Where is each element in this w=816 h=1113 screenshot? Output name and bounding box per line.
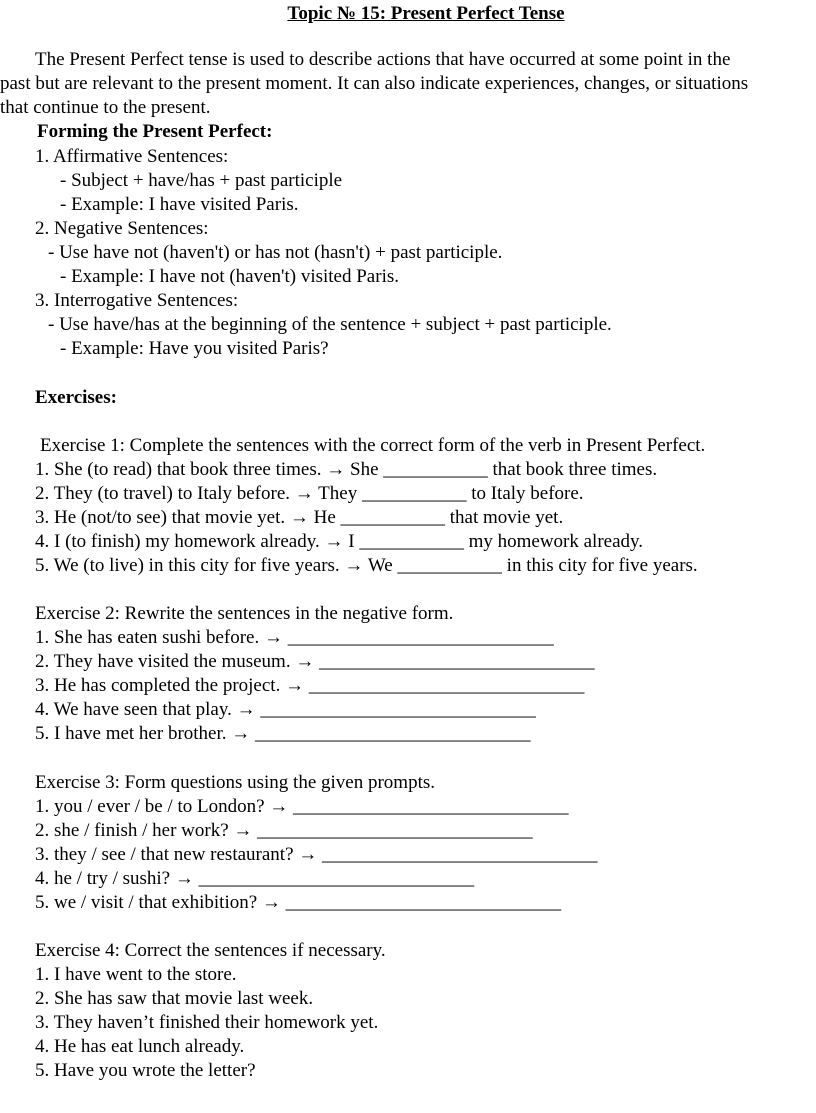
exercise-1-item: 1. She (to read) that book three times. → She ___________ that book three times. bbox=[35, 459, 658, 480]
exercise-1-item: 5. We (to live) in this city for five years. → We ___________ in this city for five years. bbox=[35, 555, 698, 576]
exercise-2-item: 5. I have met her brother. → _____________________________ bbox=[35, 723, 531, 744]
exercise-3-item: 1. you / ever / be / to London? → _____________________________ bbox=[35, 796, 569, 817]
exercise-2-item: 4. We have seen that play. → _____________________________ bbox=[35, 699, 536, 720]
rule-line: - Example: I have not (haven't) visited Paris. bbox=[60, 266, 399, 287]
rule-line: - Use have not (haven't) or has not (hasn't) + past participle. bbox=[48, 242, 503, 263]
exercise-2-item: 1. She has eaten sushi before. → ____________________________ bbox=[35, 627, 554, 648]
intro-line: that continue to the present. bbox=[0, 97, 211, 118]
rule-line: - Subject + have/has + past participle bbox=[60, 170, 343, 191]
exercise-4-heading: Exercise 4: Correct the sentences if necessary. bbox=[35, 940, 386, 961]
exercise-2-item: 3. He has completed the project. → _____________________________ bbox=[35, 675, 585, 696]
exercise-1-heading: Exercise 1: Complete the sentences with the correct form of the verb in Present Perfect. bbox=[40, 435, 706, 456]
intro-line: past but are relevant to the present moment. It can also indicate experiences, changes, or situations bbox=[0, 73, 749, 94]
rule-line: - Example: I have visited Paris. bbox=[60, 194, 299, 215]
exercise-3-item: 4. he / try / sushi? → _____________________________ bbox=[35, 868, 475, 889]
exercises-heading: Exercises: bbox=[35, 387, 117, 408]
exercise-2-item: 2. They have visited the museum. → _____________________________ bbox=[35, 651, 595, 672]
forming-heading: Forming the Present Perfect: bbox=[37, 121, 273, 142]
exercise-3-item: 5. we / visit / that exhibition? → _____________________________ bbox=[35, 892, 562, 913]
page-title: Topic № 15: Present Perfect Tense bbox=[287, 3, 565, 24]
rule-line: - Use have/has at the beginning of the sentence + subject + past participle. bbox=[48, 314, 612, 335]
rule-line: 3. Interrogative Sentences: bbox=[35, 290, 239, 311]
exercise-1-item: 2. They (to travel) to Italy before. → They ___________ to Italy before. bbox=[35, 483, 584, 504]
exercise-4-item: 1. I have went to the store. bbox=[35, 964, 237, 985]
exercise-1-item: 4. I (to finish) my homework already. → I ___________ my homework already. bbox=[35, 531, 644, 552]
exercise-3-heading: Exercise 3: Form questions using the given prompts. bbox=[35, 772, 436, 793]
exercise-4-item: 4. He has eat lunch already. bbox=[35, 1036, 245, 1057]
rule-line: 2. Negative Sentences: bbox=[35, 218, 209, 239]
exercise-3-item: 2. she / finish / her work? → _____________________________ bbox=[35, 820, 533, 841]
intro-line: The Present Perfect tense is used to describe actions that have occurred at some point in the bbox=[35, 49, 731, 70]
rule-line: - Example: Have you visited Paris? bbox=[60, 338, 329, 359]
exercise-4-item: 2. She has saw that movie last week. bbox=[35, 988, 314, 1009]
exercise-3-item: 3. they / see / that new restaurant? → _____________________________ bbox=[35, 844, 598, 865]
rule-line: 1. Affirmative Sentences: bbox=[35, 146, 229, 167]
exercise-4-item: 3. They haven’t finished their homework yet. bbox=[35, 1012, 379, 1033]
exercise-4-item: 5. Have you wrote the letter? bbox=[35, 1060, 256, 1081]
exercise-2-heading: Exercise 2: Rewrite the sentences in the negative form. bbox=[35, 603, 454, 624]
exercise-1-item: 3. He (not/to see) that movie yet. → He ___________ that movie yet. bbox=[35, 507, 564, 528]
